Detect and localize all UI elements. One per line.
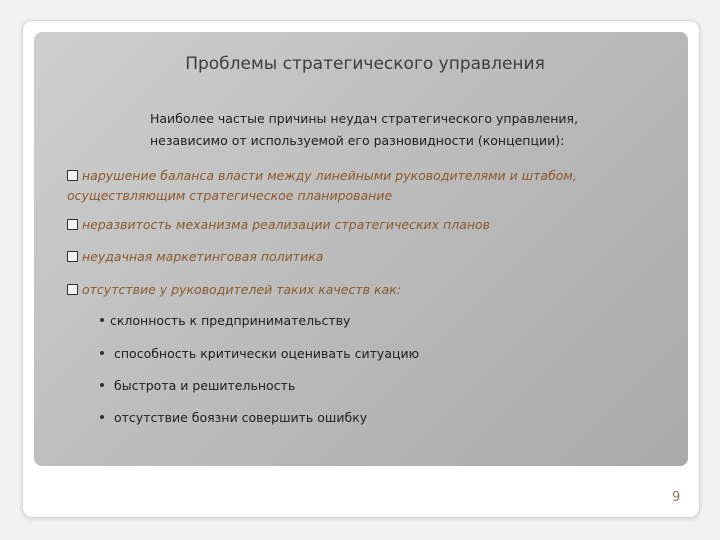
sub-list-item <box>100 410 600 425</box>
sub-list-item <box>100 378 600 393</box>
checkbox-bullet-icon <box>67 251 78 262</box>
checkbox-bullet-icon <box>67 284 78 295</box>
intro-text <box>150 108 650 152</box>
list-item <box>67 247 667 267</box>
list-item <box>67 280 667 300</box>
sub-list-item-text: склонность к предпринимательству <box>110 313 351 328</box>
checkbox-bullet-icon <box>67 219 78 230</box>
list-item-text-continued: осуществляющим стратегическое планирование <box>67 188 393 203</box>
sub-list-item <box>100 313 600 328</box>
sub-list-item-text: отсутствие боязни совершить ошибку <box>114 410 368 425</box>
checkbox-bullet-icon <box>67 170 78 181</box>
bullet-dot-icon <box>100 383 104 387</box>
bullet-dot-icon <box>100 318 104 322</box>
intro-line-2: независимо от используемой его разновидности (концепции): <box>150 133 565 148</box>
list-item-text: неразвитость механизма реализации стратегических планов <box>82 217 491 232</box>
sub-list-item-text: быстрота и решительность <box>114 378 296 393</box>
bullet-dot-icon <box>100 351 104 355</box>
intro-line-1: Наиболее частые причины неудач стратегического управления, <box>150 111 579 126</box>
list-item-text: неудачная маркетинговая политика <box>82 249 324 264</box>
list-item <box>67 215 667 235</box>
bullet-dot-icon <box>100 415 104 419</box>
list-item <box>67 166 667 206</box>
sub-list-item-text: способность критически оценивать ситуацию <box>114 346 420 361</box>
list-item-text: отсутствие у руководителей таких качеств как: <box>82 282 401 297</box>
list-item-text: нарушение баланса власти между линейными руководителями и штабом, <box>82 168 577 183</box>
page-number: 9 <box>672 490 681 505</box>
slide-title: Проблемы стратегического управления <box>185 54 545 74</box>
sub-list-item <box>100 346 600 361</box>
